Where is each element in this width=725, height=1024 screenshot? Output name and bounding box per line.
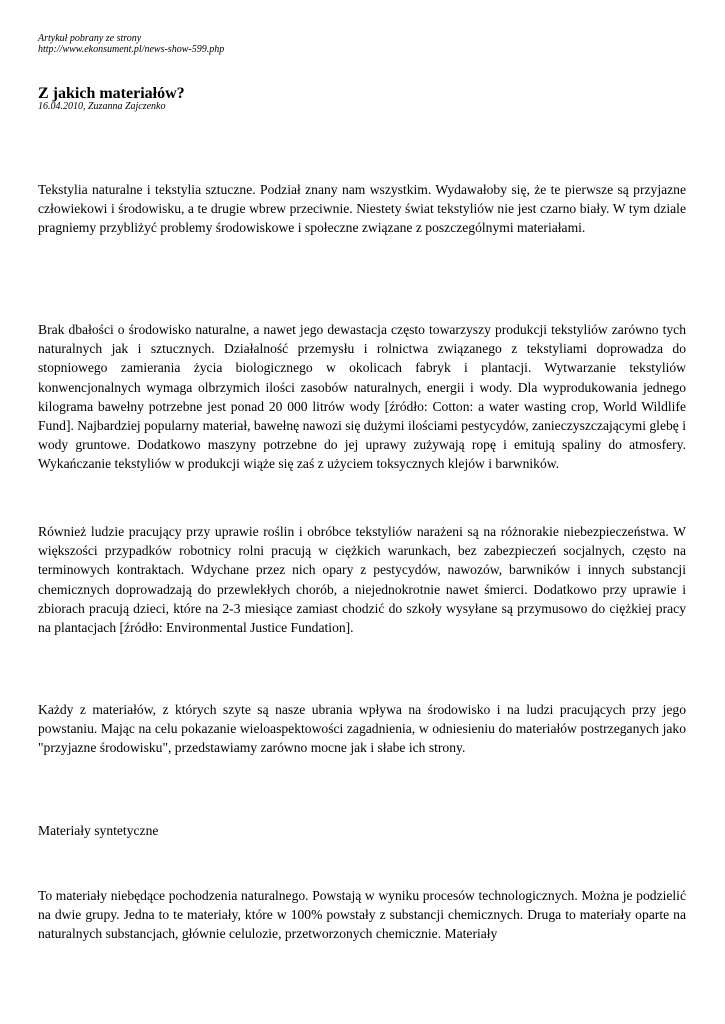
paragraph-environment: Brak dbałości o środowisko naturalne, a nawet jego dewastacja często towarzyszy produkcji tekstyliów zarówno tych naturalnych jak i sztucznych. Działalność przemysłu i rolnictwa związanego z tekstyliami doprowadza do stopniowego zamierania życia biologicznego w okolicach fabryk i plantacji. Wytwarzanie tekstyliów konwencjonalnych wymaga olbrzymich ilości zasobów naturalnych, energii i wody. Dla wyprodukowania jednego kilograma bawełny potrzebne jest ponad 20 000 litrów wody [źródło: Cotton: a water wasting crop, World Wildlife Fund]. Najbardziej popularny materiał, bawełnę nawozi się dużymi ilościami pestycydów, zanieczyszczającymi glebę i wody gruntowe. Dodatkowo maszyny potrzebne do jej uprawy zużywają ropę i emitują spaliny do atmosfery. Wykańczanie tekstyliów w produkcji wiąże się zaś z użyciem toksycznych klejów i barwników. (38, 322, 686, 472)
source-note (38, 33, 224, 55)
paragraph-intro: Tekstylia naturalne i tekstylia sztuczne. Podział znany nam wszystkim. Wydawałoby się, że te pierwsze są przyjazne człowiekowi i środowisku, a te drugie wbrew przeciwnie. Niestety świat tekstyliów nie jest czarno biały. W tym dziale pragniemy przybliżyć problemy środowiskowe i społeczne związane z poszczególnymi materiałami. (38, 182, 686, 236)
source-label: Artykuł pobrany ze strony (38, 33, 142, 44)
article-title: Z jakich materiałów? (38, 85, 185, 102)
paragraph-workers: Również ludzie pracujący przy uprawie roślin i obróbce tekstyliów narażeni są na różnorakie niebezpieczeństwa. W większości przypadków robotnicy rolni pracują w ciężkich warunkach, bez zabezpieczeń socjalnych, często na terminowych kontraktach. Wdychane przez nich opary z pestycydów, nawozów, barwników i innych substancji chemicznych doprowadzają do przewlekłych chorób, a niejednokrotnie nawet śmierci. Dodatkowo przy uprawie i zbiorach pracują dzieci, które na 2-3 miesiące zamiast chodzić do szkoły wysyłane są przymusowo do ciężkiej pracy na plantacjach [źródło: Environmental Justice Fundation]. (38, 524, 686, 636)
paragraph-materials-impact: Każdy z materiałów, z których szyte są nasze ubrania wpływa na środowisko i na ludzi pracujących przy jego powstaniu. Mając na celu pokazanie wieloaspektowości zagadnienia, w odniesieniu do materiałów postrzeganych jako "przyjazne środowisku", przedstawiamy zarówno mocne jak i słabe ich strony. (38, 702, 686, 756)
article-date-author: 16.04.2010, Zuzanna Zajczenko (38, 101, 166, 112)
section-heading-synthetic: Materiały syntetyczne (38, 823, 159, 838)
source-url: http://www.ekonsument.pl/news-show-599.php (38, 44, 225, 55)
paragraph-synthetic: To materiały niebędące pochodzenia naturalnego. Powstają w wyniku procesów technologicznych. Można je podzielić na dwie grupy. Jedna to te materiały, które w 100% powstały z substancji chemicznych. Druga to materiały oparte na naturalnych substancjach, głównie celulozie, przetworzonych chemicznie. Materiały (38, 888, 686, 942)
